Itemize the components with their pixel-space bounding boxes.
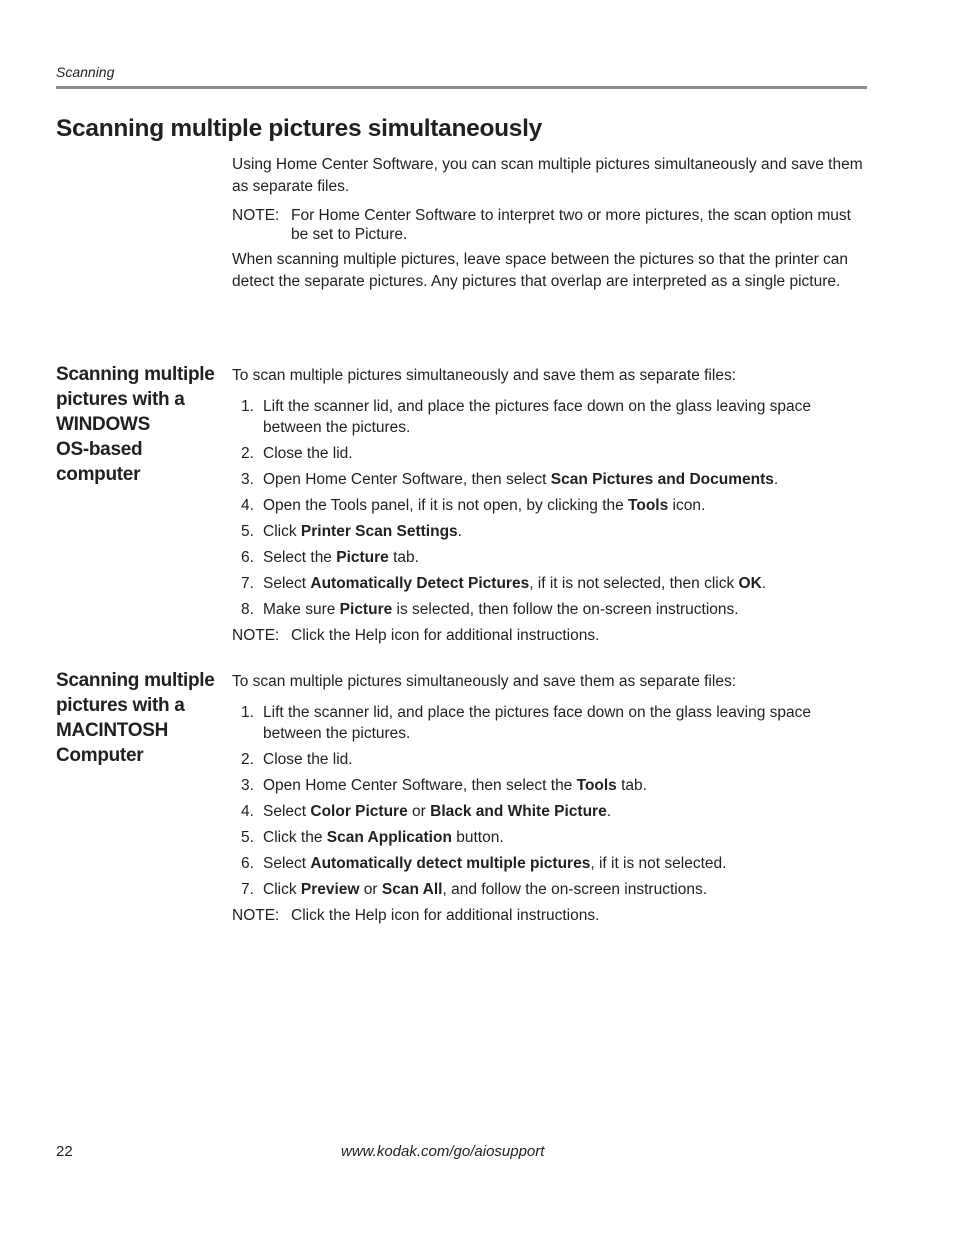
intro-note [232,206,868,244]
step-text [263,469,868,491]
heading-line: WINDOWS [56,414,150,435]
ui-term: Tools [576,777,617,794]
windows-steps-list [232,396,868,621]
step-text [263,521,868,543]
step-text [263,853,868,875]
windows-lead: To scan multiple pictures simultaneously and save them as separate files: [232,367,736,384]
step-text [263,801,868,823]
step-text-run: tab. [616,777,647,794]
ui-term: Scan Application [326,829,452,846]
step-text-run: icon. [668,497,706,514]
ui-term: Automatically Detect Pictures [310,575,530,592]
step-text-run: or [407,803,431,820]
header-divider [56,86,867,89]
step-text-run: Lift the scanner lid, and place the pictures face down on the glass leaving space between the pictures. [263,703,812,742]
step-text-run: tab. [388,549,419,566]
step-number: 5. [241,829,254,846]
step-number: 2. [241,751,254,768]
mac-section-body [232,671,868,927]
step-text-run: Lift the scanner lid, and place the pictures face down on the glass leaving space between the pictures. [263,397,812,436]
intro-section [232,154,868,292]
step-number: 1. [241,397,254,415]
step-number: 2. [241,445,254,462]
step-item [232,495,868,517]
step-text-run: . [773,471,779,488]
step-text-run: Click [263,881,301,898]
heading-line: pictures with a [56,389,185,410]
step-text-run: Make sure [263,601,340,618]
heading-line: OS-based [56,439,143,460]
step-item [232,775,868,797]
step-text [263,702,868,745]
ui-term: Preview [300,881,360,898]
step-text [263,827,868,849]
step-item [232,521,868,543]
step-text-run: , if it is not selected, then click [529,575,739,592]
step-item [232,547,868,569]
step-text-run: . [606,803,612,820]
intro-paragraph-2: When scanning multiple pictures, leave space between the pictures so that the printer can detect the separate pictures. Any pictures that overlap are interpreted as a single picture. [232,251,849,290]
step-text-run: . [761,575,767,592]
step-text-run: Close the lid. [263,445,353,462]
step-text-run: Click the [263,829,327,846]
step-item [232,853,868,875]
step-number: 6. [241,549,254,566]
heading-line: Scanning multiple [56,670,215,691]
ui-term: Tools [628,497,669,514]
note-text: Click the Help icon for additional instructions. [291,907,600,924]
step-item [232,443,868,465]
step-text [263,396,868,439]
step-number: 8. [241,601,254,618]
footer-url[interactable]: www.kodak.com/go/aiosupport [341,1143,545,1160]
step-item [232,396,868,439]
step-number: 1. [241,703,254,721]
step-item [232,801,868,823]
windows-section-body [232,365,868,647]
step-number: 3. [241,777,254,794]
step-text [263,599,868,621]
note-label: NOTE: [232,627,280,644]
step-text-run: Select [263,803,311,820]
step-number: 5. [241,523,254,540]
page-title: Scanning multiple pictures simultaneously [56,115,542,142]
intro-paragraph: Using Home Center Software, you can scan multiple pictures simultaneously and save them as separate files. [232,156,863,195]
step-item [232,599,868,621]
step-text [263,775,868,797]
heading-line: pictures with a [56,695,185,716]
step-text [263,547,868,569]
step-text-run: is selected, then follow the on-screen instructions. [392,601,739,618]
mac-section-heading [56,668,228,768]
step-number: 4. [241,803,254,820]
ui-term: Color Picture [310,803,408,820]
step-text-run: , if it is not selected. [590,855,727,872]
step-text-run: . [457,523,462,540]
ui-term: Automatically detect multiple pictures [310,855,591,872]
step-number: 3. [241,471,254,488]
step-text-run: Open Home Center Software, then select [263,471,551,488]
step-text-run: Open Home Center Software, then select the [263,777,577,794]
heading-line: Scanning multiple [56,364,215,385]
ui-term: Picture [339,601,393,618]
step-item [232,749,868,771]
step-number: 7. [241,881,254,898]
step-text-run: , and follow the on-screen instructions. [442,881,707,898]
step-item [232,879,868,901]
step-number: 7. [241,575,254,592]
ui-term: Picture [336,549,389,566]
note-label: NOTE: [232,907,280,924]
step-text-run: Select the [263,549,337,566]
note-label: NOTE: [232,207,280,224]
step-text-run: Select [263,855,311,872]
step-item [232,827,868,849]
heading-line: computer [56,464,141,485]
step-number: 6. [241,855,254,872]
step-text [263,879,868,901]
windows-note [232,625,868,647]
step-item [232,469,868,491]
ui-term: OK [738,575,762,592]
step-item [232,573,868,595]
step-item [232,702,868,745]
step-text-run: or [359,881,382,898]
ui-term: Scan All [381,881,443,898]
ui-term: Scan Pictures and Documents [550,471,774,488]
note-text: Click the Help icon for additional instructions. [291,627,600,644]
heading-line: MACINTOSH [56,720,169,741]
step-text-run: Click [263,523,301,540]
note-text: For Home Center Software to interpret two or more pictures, the scan option must be set to Picture. [291,207,851,243]
mac-steps-list [232,702,868,901]
page-number: 22 [56,1143,73,1160]
step-number: 4. [241,497,254,514]
step-text [263,443,868,465]
ui-term: Black and White Picture [430,803,607,820]
mac-lead: To scan multiple pictures simultaneously and save them as separate files: [232,673,736,690]
step-text [263,495,868,517]
running-head: Scanning [56,64,115,80]
step-text-run: Select [263,575,311,592]
ui-term: Printer Scan Settings [300,523,458,540]
step-text-run: Close the lid. [263,751,353,768]
step-text [263,573,868,595]
windows-section-heading [56,362,228,487]
mac-note [232,905,868,927]
step-text-run: button. [451,829,504,846]
heading-line: Computer [56,745,144,766]
step-text [263,749,868,771]
step-text-run: Open the Tools panel, if it is not open, by clicking the [263,497,629,514]
